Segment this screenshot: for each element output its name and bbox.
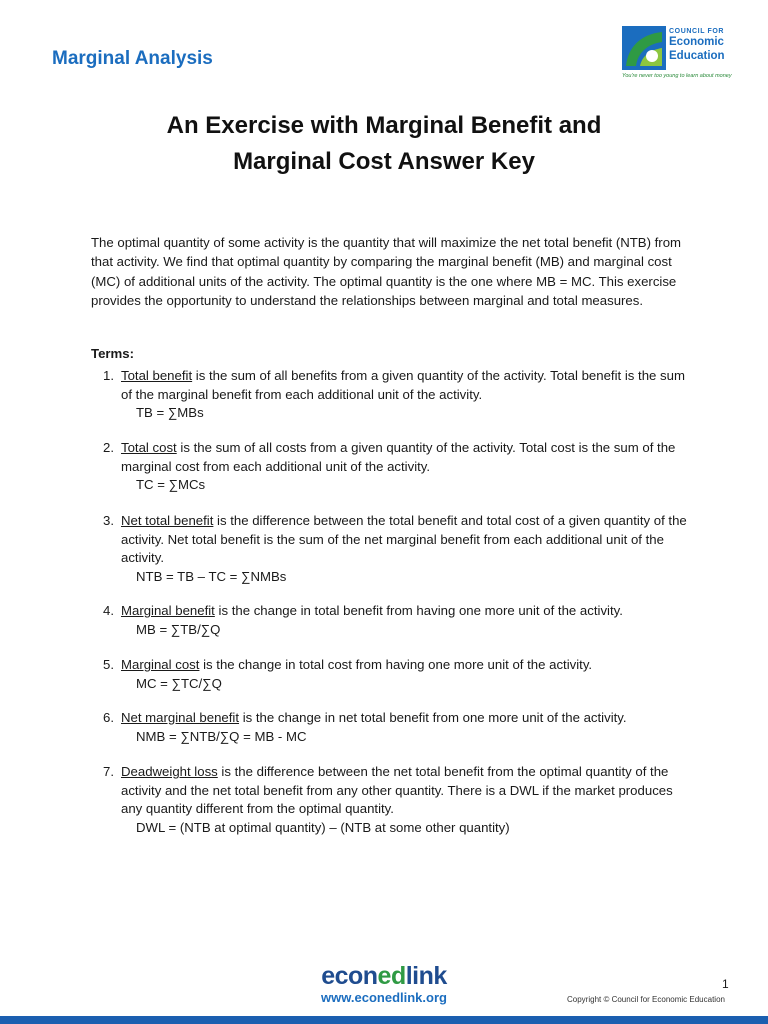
term-formula: DWL = (NTB at optimal quantity) – (NTB at some other quantity) <box>136 819 510 835</box>
term-name: Deadweight loss <box>121 764 218 779</box>
term-number: 2. <box>103 440 114 455</box>
econedlink-url-link[interactable]: www.econedlink.org <box>321 990 447 1005</box>
term-formula: MB = ∑TB/∑Q <box>136 621 221 637</box>
term-total-cost <box>103 439 693 495</box>
terms-heading: Terms: <box>91 346 134 361</box>
term-name: Marginal benefit <box>121 603 215 618</box>
term-definition: is the change in net total benefit from one more unit of the activity. <box>239 710 627 725</box>
term-formula: MC = ∑TC/∑Q <box>136 675 222 691</box>
term-number: 3. <box>103 513 114 528</box>
term-name: Total cost <box>121 440 177 455</box>
logo-line1: COUNCIL FOR <box>669 28 725 35</box>
cee-logo-icon <box>622 26 666 70</box>
cee-logo[interactable] <box>622 26 730 82</box>
term-definition: is the sum of all benefits from a given quantity of the activity. Total benefit is the sum of the marginal benefit from each additional unit of the activity. <box>121 368 685 402</box>
term-marginal-cost <box>103 656 693 693</box>
footer-bar <box>0 1016 768 1024</box>
term-number: 5. <box>103 657 114 672</box>
term-number: 1. <box>103 368 114 383</box>
term-net-total-benefit <box>103 512 693 586</box>
term-formula: TC = ∑MCs <box>136 477 206 493</box>
document-title <box>0 108 768 180</box>
page-number: 1 <box>722 977 729 991</box>
term-definition: is the difference between the total benefit and total cost of a given quantity of the activity. Net total benefit is the sum of the net marginal benefit from each additional unit of the activity. <box>121 513 687 566</box>
term-net-marginal-benefit <box>103 709 693 746</box>
term-number: 6. <box>103 710 114 725</box>
intro-paragraph: The optimal quantity of some activity is the quantity that will maximize the net total benefit (NTB) from that activity. We find that optimal quantity by comparing the marginal benefit (MB) and marginal cost (MC) of additional units of the activity. The optimal quantity is the one where MB = MC. This exercise provides the opportunity to understand the relationships between marginal and total measures. <box>91 235 682 308</box>
term-definition: is the change in total cost from having one more unit of the activity. <box>199 657 593 672</box>
term-definition: is the difference between the net total benefit from the optimal quantity of the activity and the net total benefit from any other quantity. There is a DWL if the market produces any quantity different from the optimal quantity. <box>121 764 673 817</box>
term-number: 7. <box>103 764 114 779</box>
term-formula: TB = ∑MBs <box>136 405 204 421</box>
wordmark-link: link <box>405 962 447 990</box>
term-name: Net total benefit <box>121 513 214 528</box>
wordmark-econ: econ <box>321 962 378 990</box>
term-formula: NMB = ∑NTB/∑Q = MB - MC <box>136 728 307 744</box>
section-title: Marginal Analysis <box>52 48 213 69</box>
term-total-benefit <box>103 367 693 423</box>
logo-line3: Education <box>669 49 725 62</box>
wordmark-ed: ed <box>377 962 406 990</box>
logo-line2: Economic <box>669 36 724 48</box>
term-definition: is the change in total benefit from having one more unit of the activity. <box>214 603 623 618</box>
term-name: Net marginal benefit <box>121 710 240 725</box>
title-line-2: Marginal Cost Answer Key <box>233 148 535 175</box>
term-definition: is the sum of all costs from a given quantity of the activity. Total cost is the sum of the marginal cost from each additional unit of the activity. <box>121 440 676 474</box>
term-marginal-benefit <box>103 602 693 639</box>
term-name: Total benefit <box>121 368 193 383</box>
logo-tagline: You're never too young to learn about money <box>622 73 732 79</box>
copyright-notice: Copyright © Council for Economic Education <box>567 995 725 1004</box>
term-deadweight-loss <box>103 763 693 837</box>
econedlink-wordmark <box>0 962 768 990</box>
title-line-1: An Exercise with Marginal Benefit and <box>166 112 602 139</box>
term-number: 4. <box>103 603 114 618</box>
term-formula: NTB = TB – TC = ∑NMBs <box>136 568 287 584</box>
term-name: Marginal cost <box>121 657 200 672</box>
